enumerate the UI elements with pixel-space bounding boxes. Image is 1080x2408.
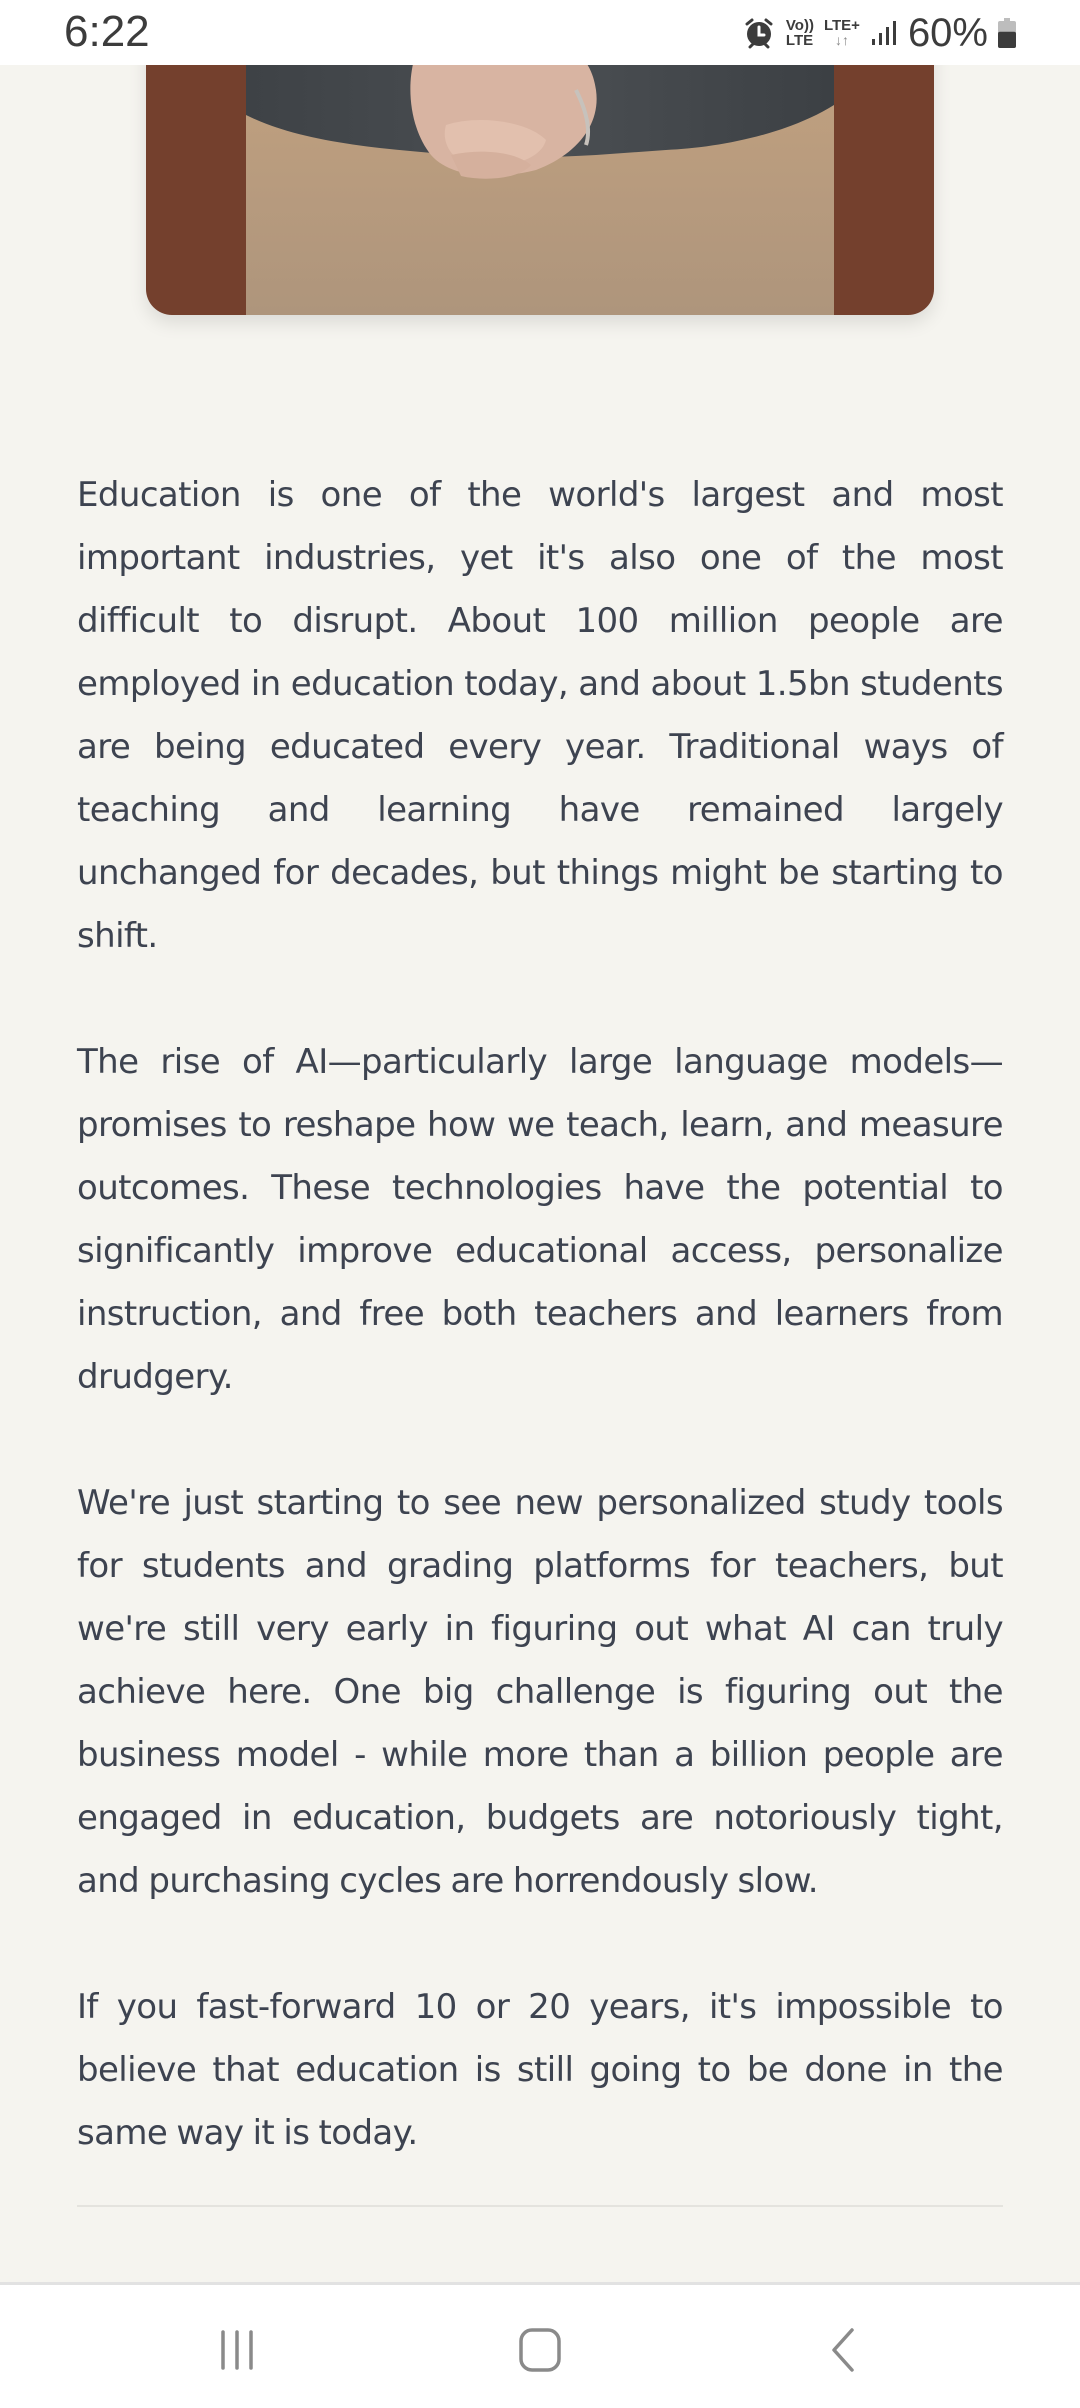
recents-icon (215, 2328, 259, 2372)
article-paragraph: The rise of AI—particularly large language models—promises to reshape how we teach, learn, and measure outcomes. These technologies have the potential to significantly improve educational access, personalize instruction, and free both teachers and learners from drudgery. (77, 1042, 1003, 1397)
lte-plus-icon (824, 18, 860, 48)
status-time: 6:22 (64, 7, 150, 56)
recents-button[interactable] (177, 2305, 297, 2395)
battery-percent: 60% (907, 11, 988, 55)
data-arrows: ↓↑ (834, 32, 849, 48)
home-icon (518, 2327, 562, 2373)
back-icon (828, 2327, 858, 2373)
back-button[interactable] (783, 2305, 903, 2395)
article-paragraph: Education is one of the world's largest and most important industries, yet it's also one of the most difficult to disrupt. About 100 million people are employed in education today, and about 1.5bn students are being educated every year. Traditional ways of teaching and learning have remained largely unchanged for decades, but things might be starting to shift. (77, 475, 1003, 956)
volte-icon (786, 18, 814, 48)
lte-label: LTE+ (823, 17, 860, 34)
status-bar (0, 0, 1080, 65)
volte-top-label: Vo)) (785, 17, 814, 34)
hero-image-card (146, 30, 934, 315)
home-button[interactable] (480, 2305, 600, 2395)
section-divider (77, 2205, 1003, 2207)
article-paragraph: If you fast-forward 10 or 20 years, it's impossible to believe that education is still going to be done in the same way it is today. (77, 1987, 1003, 2153)
signal-icon (870, 19, 898, 47)
article-paragraph: We're just starting to see new personalized study tools for students and grading platforms for teachers, but we're still very early in figuring out what AI can truly achieve here. One big challenge is figuring out the business model - while more than a billion people are engaged in education, budgets are notoriously tight, and purchasing cycles are horrendously slow. (77, 1483, 1003, 1901)
navigation-bar (0, 2282, 1080, 2408)
battery-icon (998, 18, 1016, 48)
status-icons (742, 8, 1016, 58)
alarm-icon (742, 16, 776, 50)
hero-photo (246, 30, 834, 315)
volte-bottom-label: LTE (785, 32, 814, 49)
article-body (77, 464, 1003, 2228)
